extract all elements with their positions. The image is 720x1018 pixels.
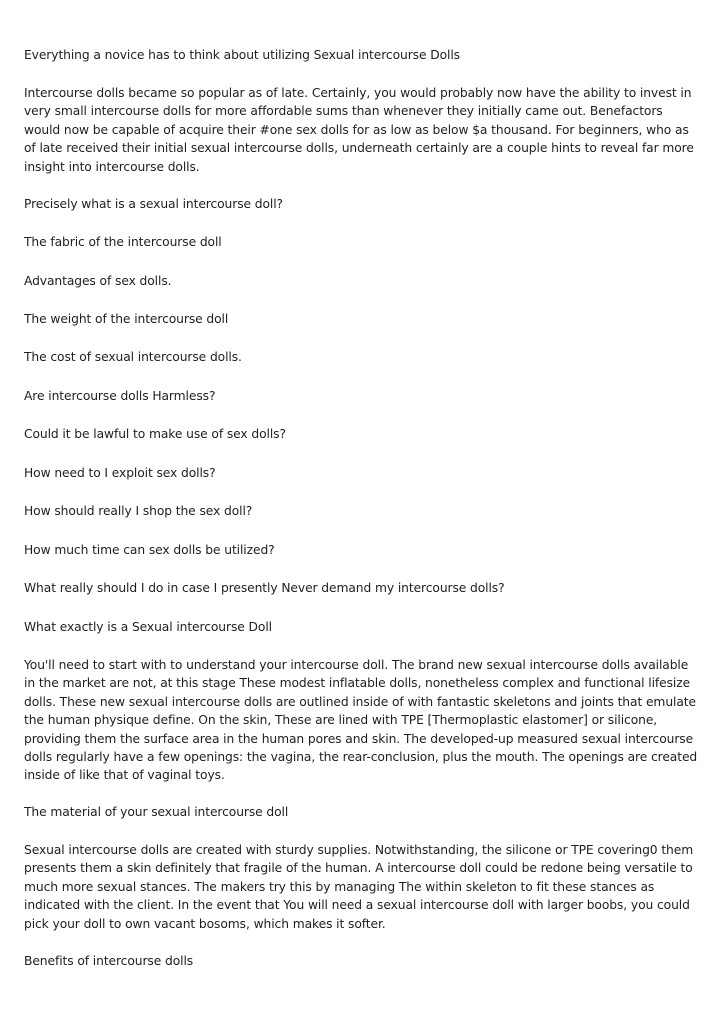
question-heading: The fabric of the intercourse doll	[24, 235, 222, 249]
section-heading: The material of your sexual intercourse doll	[24, 805, 289, 819]
question-heading: How much time can sex dolls be utilized?	[24, 543, 275, 557]
question-heading: How need to I exploit sex dolls?	[24, 466, 216, 480]
body-paragraph: You'll need to start with to understand your intercourse doll. The brand new sexual intercourse dolls available in the market are not, at this stage These modest inflatable dolls, nonetheless complex and functional lifesize dolls. These new sexual intercourse dolls are outlined inside of with fantastic skeletons and joints that emulate the human physique define. On the skin, These are lined with TPE [Thermoplastic elastomer] or silicone, providing them the surface area in the human pores and skin. The developed-up measured sexual intercourse dolls regularly have a few openings: the vagina, the rear-conclusion, plus the mouth. The openings are created inside of like that of vaginal toys.	[24, 658, 698, 783]
question-heading: The cost of sexual intercourse dolls.	[24, 350, 242, 364]
question-heading: What really should I do in case I presently Never demand my intercourse dolls?	[24, 581, 505, 595]
section-heading: What exactly is a Sexual intercourse Doll	[24, 620, 272, 634]
question-heading: Are intercourse dolls Harmless?	[24, 389, 216, 403]
question-heading: Could it be lawful to make use of sex dolls?	[24, 427, 286, 441]
question-heading: Precisely what is a sexual intercourse doll?	[24, 197, 283, 211]
intro-paragraph: Intercourse dolls became so popular as of late. Certainly, you would probably now have the ability to invest in very small intercourse dolls for more affordable sums than whenever they initially came out. Benefactors would now be capable of acquire their #one sex dolls for as low as below $a thousand. For beginners, who as of late received their initial sexual intercourse dolls, underneath certainly are a couple hints to reveal far more insight into intercourse dolls.	[24, 86, 694, 174]
question-heading: How should really I shop the sex doll?	[24, 504, 253, 518]
question-heading: Advantages of sex dolls.	[24, 274, 172, 288]
body-paragraph: Sexual intercourse dolls are created with sturdy supplies. Notwithstanding, the silicone or TPE covering0 them presents them a skin definitely that fragile of the human. A intercourse doll could be redone being versatile to much more sexual stances. The makers try this by managing The within skeleton to fit these stances as indicated with the client. In the event that You will need a sexual intercourse doll with larger boobs, you could pick your doll to own vacant bosoms, which makes it softer.	[24, 843, 694, 931]
document-title: Everything a novice has to think about utilizing Sexual intercourse Dolls	[24, 48, 460, 62]
section-heading: Benefits of intercourse dolls	[24, 954, 194, 968]
question-heading: The weight of the intercourse doll	[24, 312, 229, 326]
